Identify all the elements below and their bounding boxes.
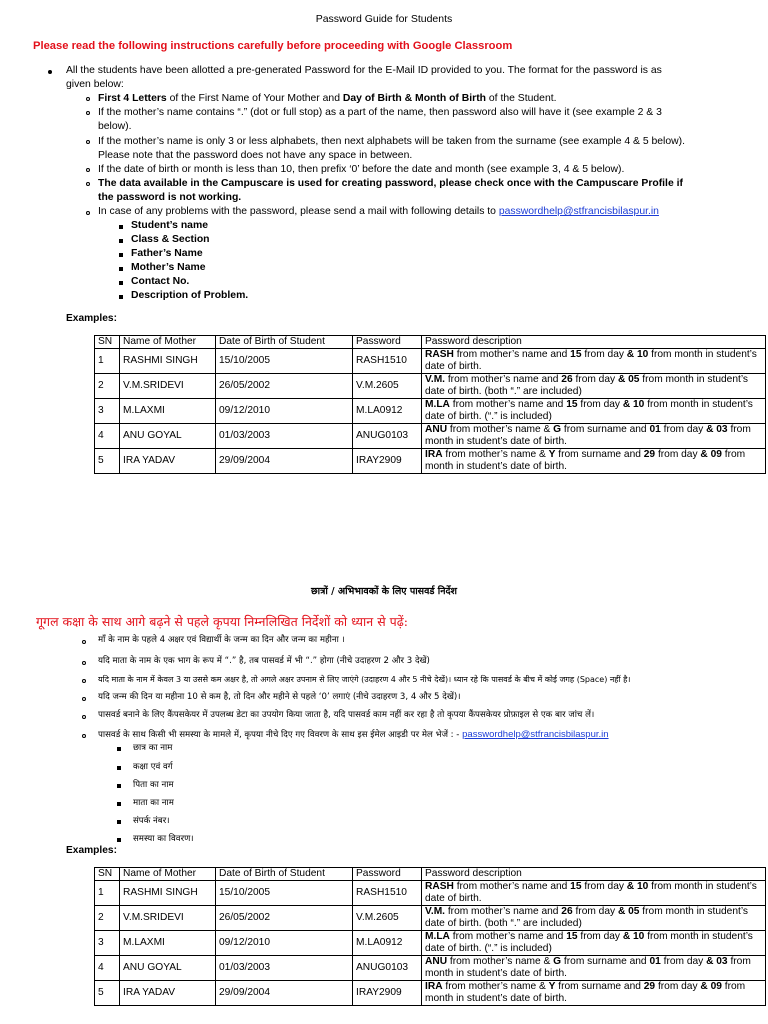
detail-item: Class & Section: [131, 234, 210, 245]
header-mother: Name of Mother: [120, 868, 216, 881]
circle-bullet-icon: [82, 661, 86, 665]
square-bullet-icon: [119, 281, 123, 285]
square-bullet-icon: [117, 820, 121, 824]
cell-description: M.LA from mother’s name and 15 from day & 10 from month in student’s date of birth. (“.” is included): [422, 398, 766, 423]
password-examples-table-2: [94, 867, 766, 1006]
table-row: [95, 448, 766, 473]
hindi-detail-item: माता का नाम: [133, 798, 174, 808]
cell-description: V.M. from mother’s name and 26 from day & 05 from month in student’s date of birth. (both “.” are included): [422, 373, 766, 398]
detail-item: Contact No.: [131, 276, 190, 287]
table-row: [95, 373, 766, 398]
circle-bullet-icon: [82, 734, 86, 738]
cell-description: V.M. from mother’s name and 26 from day & 05 from month in student’s date of birth. (both “.” are included): [422, 905, 766, 930]
hindi-rule: यदि माता के नाम में केवल 3 या उससे कम अक्षर है, तो अगले अक्षर उपनाम से लिए जाएंगे (उदाहरण 4 और 5 नीचे देखें)। ध्यान रहे कि पासवर्ड के बीच में कोई जगह (Space) नहीं है।: [98, 675, 631, 684]
hindi-heading: गूगल कक्षा के साथ आगे बढ़ने से पहले कृपया निम्नलिखित निर्देशों को ध्यान से पढ़ें:: [36, 614, 408, 629]
cell-password: RASH1510: [353, 880, 422, 905]
cell-mother: RASHMI SINGH: [120, 348, 216, 373]
cell-description: M.LA from mother’s name and 15 from day & 10 from month in student’s date of birth. (“.” is included): [422, 930, 766, 955]
cell-mother: M.LAXMI: [120, 930, 216, 955]
hindi-rule: माँ के नाम के पहले 4 अक्षर एवं विद्यार्थी के जन्म का दिन और जन्म का महीना ।: [98, 635, 345, 645]
table-header-row: [95, 868, 766, 881]
circle-bullet-icon: [86, 140, 90, 144]
hindi-detail-item: समस्या का विवरण।: [133, 834, 194, 844]
cell-sn: 4: [95, 955, 120, 980]
cell-dob: 01/03/2003: [216, 423, 353, 448]
table-row: [95, 905, 766, 930]
table-row: [95, 423, 766, 448]
rule-3-line-2: Please note that the password does not have any space in between.: [98, 150, 413, 161]
table-row: [95, 955, 766, 980]
cell-dob: 29/09/2004: [216, 980, 353, 1005]
cell-mother: V.M.SRIDEVI: [120, 373, 216, 398]
circle-bullet-icon: [86, 111, 90, 115]
cell-password: IRAY2909: [353, 448, 422, 473]
table-header-row: [95, 336, 766, 349]
cell-dob: 09/12/2010: [216, 398, 353, 423]
cell-sn: 5: [95, 980, 120, 1005]
hindi-detail-item: संपर्क नंबर।: [133, 816, 170, 826]
square-bullet-icon: [119, 295, 123, 299]
cell-mother: IRA YADAV: [120, 448, 216, 473]
cell-password: RASH1510: [353, 348, 422, 373]
table-row: [95, 980, 766, 1005]
table-row: [95, 398, 766, 423]
email-link[interactable]: passwordhelp@stfrancisbilaspur.in: [498, 206, 659, 217]
detail-item: Mother’s Name: [131, 262, 206, 273]
hindi-email-link[interactable]: passwordhelp@stfrancisbilaspur.in: [462, 729, 609, 740]
hindi-rule-6: पासवर्ड के साथ किसी भी समस्या के मामले में, कृपया नीचे दिए गए विवरण के साथ इस ईमेल आइडी पर मेल भेजें : - passwordhelp@stfrancisbilaspur.in: [98, 729, 609, 740]
hindi-rule: पासवर्ड बनाने के लिए कैंपसकेयर में उपलब्ध डेटा का उपयोग किया जाता है, यदि पासवर्ड काम नहीं कर रहा है तो कृपया कैंपसकेयर प्रोफ़ाइल से एक बार जांच लें।: [98, 710, 595, 720]
header-sn: SN: [95, 868, 120, 881]
examples-label-2: Examples:: [66, 845, 117, 856]
hindi-detail-item: कक्षा एवं वर्ग: [133, 762, 173, 772]
cell-description: IRA from mother’s name & Y from surname and 29 from day & 09 from month in student’s date of birth.: [422, 980, 766, 1005]
detail-item: Father’s Name: [131, 248, 203, 259]
instruction-heading: Please read the following instructions carefully before proceeding with Google Classroom: [33, 40, 513, 52]
cell-sn: 2: [95, 373, 120, 398]
cell-dob: 29/09/2004: [216, 448, 353, 473]
square-bullet-icon: [117, 838, 121, 842]
square-bullet-icon: [117, 766, 121, 770]
square-bullet-icon: [119, 267, 123, 271]
header-password: Password: [353, 868, 422, 881]
hindi-rule: यदि जन्म की दिन या महीना 10 से कम है, तो दिन और महीने से पहले ‘0’ लगाएं (नीचे उदाहरण 3, 4 और 5 देखें)।: [98, 692, 461, 702]
square-bullet-icon: [119, 239, 123, 243]
header-dob: Date of Birth of Student: [216, 336, 353, 349]
intro-line-1: All the students have been allotted a pre-generated Password for the E-Mail ID provided to you. The format for the password is as: [66, 65, 662, 76]
cell-description: RASH from mother’s name and 15 from day & 10 from month in student’s date of birth.: [422, 880, 766, 905]
square-bullet-icon: [117, 802, 121, 806]
password-examples-table: [94, 335, 766, 474]
hindi-rule: यदि माता के नाम के एक भाग के रूप में “.” है, तब पासवर्ड में भी “.” होगा (नीचे उदाहरण 2 और 3 देखें): [98, 656, 430, 666]
page-title: Password Guide for Students: [315, 13, 453, 25]
circle-bullet-icon: [82, 697, 86, 701]
cell-sn: 2: [95, 905, 120, 930]
cell-dob: 15/10/2005: [216, 880, 353, 905]
rule-6: In case of any problems with the password, please send a mail with following details to passwordhelp@stfrancisbilaspur.in: [98, 206, 659, 217]
hindi-detail-item: छात्र का नाम: [133, 743, 173, 753]
cell-dob: 26/05/2002: [216, 373, 353, 398]
cell-password: V.M.2605: [353, 373, 422, 398]
circle-bullet-icon: [86, 182, 90, 186]
square-bullet-icon: [119, 225, 123, 229]
header-dob: Date of Birth of Student: [216, 868, 353, 881]
cell-password: M.LA0912: [353, 930, 422, 955]
detail-item: Student’s name: [131, 220, 208, 231]
cell-mother: IRA YADAV: [120, 980, 216, 1005]
header-password: Password: [353, 336, 422, 349]
hindi-title: छात्रों / अभिभावकों के लिए पासवर्ड निर्देश: [310, 586, 458, 597]
rule-3-line-1: If the mother’s name is only 3 or less alphabets, then next alphabets will be taken from the surname (see example 4 & 5 below).: [98, 136, 686, 147]
cell-mother: V.M.SRIDEVI: [120, 905, 216, 930]
cell-mother: ANU GOYAL: [120, 423, 216, 448]
cell-description: RASH from mother’s name and 15 from day & 10 from month in student’s date of birth.: [422, 348, 766, 373]
cell-sn: 1: [95, 348, 120, 373]
square-bullet-icon: [119, 253, 123, 257]
examples-label: Examples:: [66, 313, 117, 324]
rule-2-line-1: If the mother’s name contains “.” (dot or full stop) as a part of the name, then password also will have it (see example 2 & 3: [98, 107, 662, 118]
cell-description: ANU from mother’s name & G from surname and 01 from day & 03 from month in student’s date of birth.: [422, 423, 766, 448]
header-mother: Name of Mother: [120, 336, 216, 349]
cell-dob: 15/10/2005: [216, 348, 353, 373]
table-row: [95, 880, 766, 905]
table-row: [95, 930, 766, 955]
rule-1: First 4 Letters of the First Name of Your Mother and Day of Birth & Month of Birth of the Student.: [98, 93, 557, 104]
circle-bullet-icon: [82, 640, 86, 644]
table-row: [95, 348, 766, 373]
cell-dob: 01/03/2003: [216, 955, 353, 980]
cell-password: V.M.2605: [353, 905, 422, 930]
cell-password: IRAY2909: [353, 980, 422, 1005]
cell-sn: 3: [95, 398, 120, 423]
cell-sn: 3: [95, 930, 120, 955]
cell-description: ANU from mother’s name & G from surname and 01 from day & 03 from month in student’s date of birth.: [422, 955, 766, 980]
rule-5-line-2: the password is not working.: [98, 192, 242, 203]
intro-line-2: given below:: [66, 79, 124, 90]
circle-bullet-icon: [82, 715, 86, 719]
cell-description: IRA from mother’s name & Y from surname and 29 from day & 09 from month in student’s date of birth.: [422, 448, 766, 473]
cell-sn: 1: [95, 880, 120, 905]
circle-bullet-icon: [86, 211, 90, 215]
cell-dob: 26/05/2002: [216, 905, 353, 930]
hindi-detail-item: पिता का नाम: [133, 780, 174, 790]
header-description: Password description: [422, 336, 766, 349]
cell-mother: ANU GOYAL: [120, 955, 216, 980]
circle-bullet-icon: [82, 679, 86, 683]
cell-password: M.LA0912: [353, 398, 422, 423]
detail-item: Description of Problem.: [131, 290, 249, 301]
circle-bullet-icon: [86, 97, 90, 101]
rule-5-line-1: The data available in the Campuscare is used for creating password, please check once with the Campuscare Profile if: [98, 178, 683, 189]
cell-password: ANUG0103: [353, 955, 422, 980]
cell-password: ANUG0103: [353, 423, 422, 448]
bullet-icon: [48, 70, 52, 74]
cell-dob: 09/12/2010: [216, 930, 353, 955]
circle-bullet-icon: [86, 168, 90, 172]
rule-4: If the date of birth or month is less than 10, then prefix ‘0’ before the date and month (see example 3, 4 & 5 below).: [98, 164, 625, 175]
rule-2-line-2: below).: [98, 121, 132, 132]
cell-mother: M.LAXMI: [120, 398, 216, 423]
header-sn: SN: [95, 336, 120, 349]
square-bullet-icon: [117, 784, 121, 788]
square-bullet-icon: [117, 747, 121, 751]
cell-mother: RASHMI SINGH: [120, 880, 216, 905]
cell-sn: 4: [95, 423, 120, 448]
header-description: Password description: [422, 868, 766, 881]
cell-sn: 5: [95, 448, 120, 473]
